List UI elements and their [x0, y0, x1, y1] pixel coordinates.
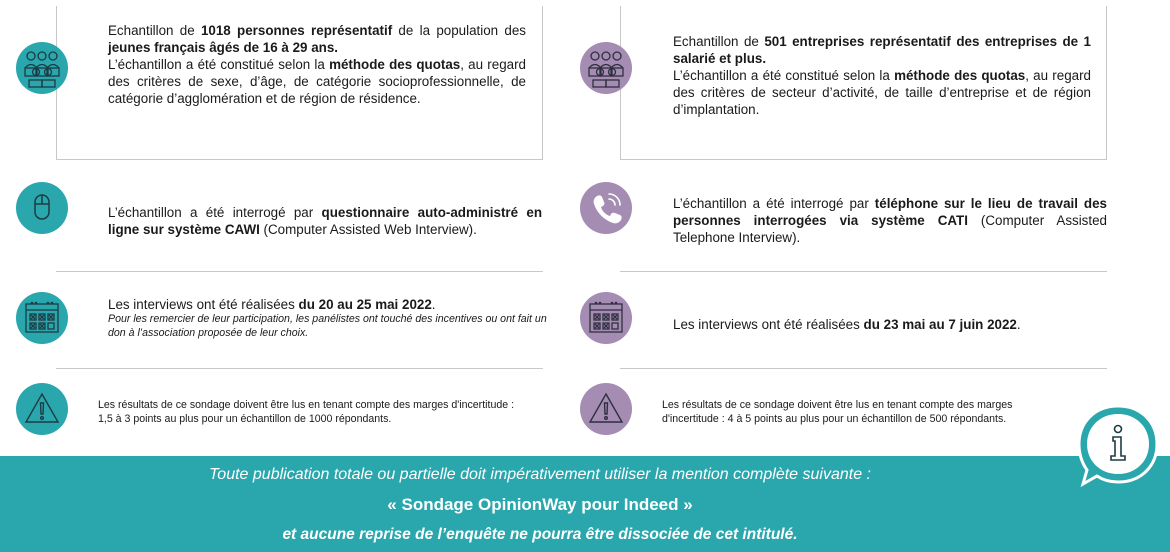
audience-icon — [16, 42, 68, 94]
banner-line-3: et aucune reprise de l’enquête ne pourra être dissociée de cet intitulé. — [282, 526, 798, 543]
left-sample-count: 1018 personnes représentatif — [200, 23, 393, 38]
warning-icon — [580, 383, 632, 435]
info-icon — [1075, 402, 1161, 488]
left-sample-p1c: de la population des — [392, 23, 526, 38]
right-dates-range: du 23 mai au 7 juin 2022 — [863, 317, 1017, 332]
right-divider-1 — [620, 271, 1107, 272]
left-divider-2 — [56, 368, 543, 369]
left-method-text — [108, 204, 542, 238]
right-method-a: L’échantillon a été interrogé par — [673, 196, 875, 211]
calendar-icon — [580, 292, 632, 344]
right-sample-p2a: L’échantillon a été constitué selon la — [673, 68, 895, 83]
right-dates-c: . — [1016, 317, 1021, 332]
left-warning-text — [98, 399, 528, 426]
left-dates-note: Pour les remercier de leur participation, les panélistes ont touché des incentives ou ont fait un don à l’association proposée de leur choix. — [108, 313, 547, 339]
right-sample-p2c: , au regard des critères de secteur d’activité, de taille d’entreprise et de région d’implantation. — [673, 68, 1091, 117]
right-dates-text — [673, 316, 1113, 333]
right-method-cati: téléphone sur le lieu de travail des personnes interrogées via système CATI — [673, 196, 1108, 228]
left-dates-range: du 20 au 25 mai 2022 — [298, 297, 432, 312]
right-divider-2 — [620, 368, 1107, 369]
right-sample-text — [673, 33, 1091, 118]
calendar-icon — [16, 292, 68, 344]
left-sample-p2c: , au regard des critères de sexe, d’âge, de catégorie socioprofessionnelle, de catégorie d’agglomération et de région de résidence. — [108, 57, 526, 106]
left-sample-p2a: L’échantillon a été constitué selon la — [108, 57, 330, 72]
left-sample-text — [108, 22, 526, 107]
right-method-text — [673, 195, 1107, 246]
left-divider-1 — [56, 271, 543, 272]
left-warning: Les résultats de ce sondage doivent être lus en tenant compte des marges d'incertitude : 1,5 à 3 points au plus pour un échantillon de 1000 répondants. — [98, 399, 515, 425]
computer-mouse-icon — [16, 182, 68, 234]
warning-icon — [16, 383, 68, 435]
left-method-a: L’échantillon a été interrogé par — [108, 205, 322, 220]
right-dates-a: Les interviews ont été réalisées — [673, 317, 864, 332]
right-warning-text — [662, 399, 1072, 426]
left-sample-population: jeunes français âgés de 16 à 29 ans. — [108, 40, 339, 55]
left-method-cawi: questionnaire auto-administré en ligne sur système CAWI — [108, 205, 542, 237]
phone-icon — [580, 182, 632, 234]
left-dates-text — [108, 296, 548, 340]
right-sample-count: 501 entreprises représentatif des entreprises de 1 salarié et plus. — [673, 34, 1092, 66]
banner-line-1: Toute publication totale ou partielle doit impérativement utiliser la mention complète suivante : — [209, 466, 871, 483]
right-warning: Les résultats de ce sondage doivent être lus en tenant compte des marges d'incertitude : 4 à 5 points au plus pour un échantillon de 500 répondants. — [662, 399, 1013, 425]
left-dates-a: Les interviews ont été réalisées — [108, 297, 299, 312]
left-quota-method: méthode des quotas — [329, 57, 461, 72]
right-quota-method: méthode des quotas — [894, 68, 1026, 83]
right-method-c: (Computer Assisted Telephone Interview). — [673, 213, 1107, 245]
left-dates-c: . — [431, 297, 436, 312]
footer-banner — [0, 456, 1170, 552]
banner-line-2: « Sondage OpinionWay pour Indeed » — [387, 495, 693, 514]
audience-icon — [580, 42, 632, 94]
left-method-c: (Computer Assisted Web Interview). — [259, 222, 477, 237]
left-sample-p1a: Echantillon de — [108, 23, 201, 38]
right-sample-p1a: Echantillon de — [673, 34, 765, 49]
